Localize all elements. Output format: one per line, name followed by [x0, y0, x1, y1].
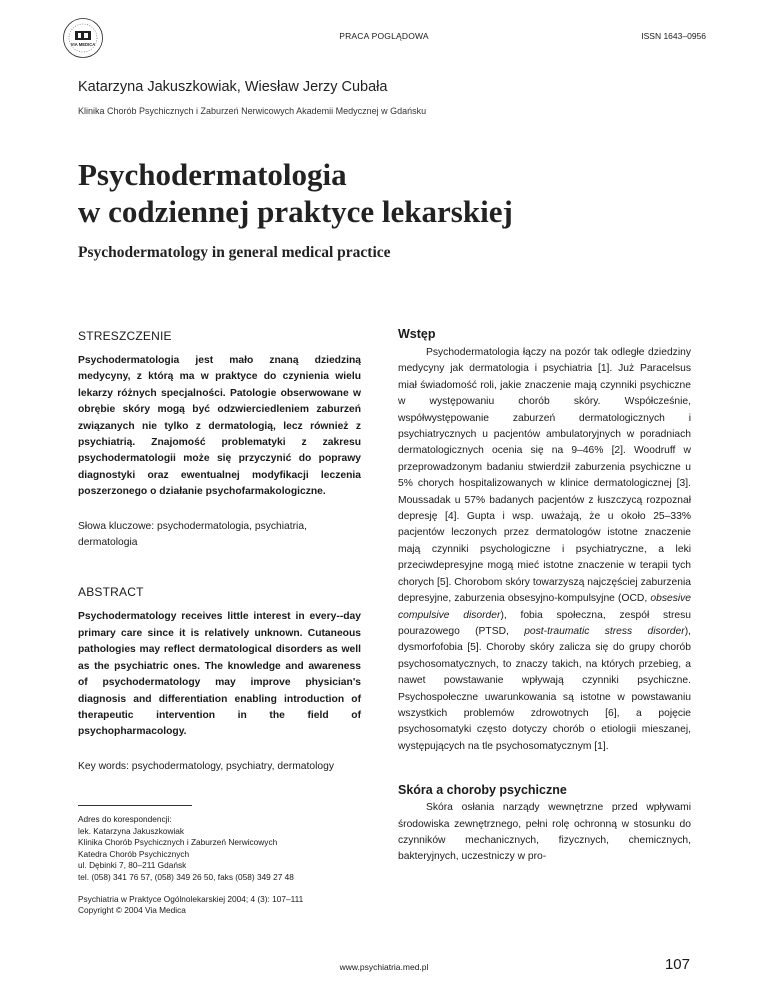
section-label: PRACA POGLĄDOWA [339, 31, 429, 41]
affiliation: Klinika Chorób Psychicznych i Zaburzeń Nerwicowych Akademii Medycznej w Gdańsku [78, 106, 427, 116]
correspondence-line: lek. Katarzyna Jakuszkowiak [78, 825, 185, 836]
correspondence-line: Adres do korespondencji: [78, 814, 172, 824]
title-line-2: w codziennej praktyce lekarskiej [78, 194, 513, 229]
svg-text:VIA MEDICA: VIA MEDICA [70, 42, 96, 47]
journal-url: www.psychiatria.med.pl [339, 962, 429, 972]
body-column [398, 327, 691, 866]
streszczenie-text: Psychodermatologia jest mało znaną dziedziną medycyny, z którą ma w praktyce do czynienia wielu lekarzy różnych specjalności. Patologie obserwowane w obrębie skóry mogą być odzwierciedleniem zaburzeń związanych nie tylko z dermatologią, lecz również z psychiatrią. Znajomość problematyki z zakresu psychodermatologii może się przyczynić do poprawy diagnostyki oraz ewentualnej modyfikacji leczenia poszerzonego o działanie psychofarmakologiczne. [78, 355, 361, 498]
authors: Katarzyna Jakuszkowiak, Wiesław Jerzy Cubała [78, 79, 388, 95]
abstract-text: Psychodermatology receives little interest in every--day primary care since it is relatively unknown. Cutaneous pathologies may reflect dermatological disorders as well as the psychiatric ones. The knowledge and awareness of psychodermatology may improve physician's diagnosis and differentiation enabling introduction of therapeutic intervention in the field of psychopharmacology. [78, 611, 361, 738]
streszczenie-keywords: Słowa kluczowe: psychodermatologia, psychiatria, dermatologia [78, 520, 307, 549]
page-number: 107 [664, 956, 690, 973]
skora-heading: Skóra a choroby psychiczne [398, 783, 567, 798]
title-line-1: Psychodermatologia [78, 157, 347, 192]
wstep-paragraph: Psychodermatologia łączy na pozór tak odległe dziedziny medycyny jak dermatologia i psychiatria [1]. Już Paracelsus miał świadomość roli, jakie znaczenie mają czynniki psychiczne w występowaniu chorób skóry. Współcześnie, współwystępowanie zaburzeń dermatologicznych i psychiatrycznych u pacjentów ambulatoryjnych w poradniach dermatologicznych ocenia się na 9–46% [2]. Woodruff w przeprowadzonym badaniu stwierdził zaburzenia psychiczne u 5% chorych hospitalizowanych w klinice dermatologicznej [3]. Moussadak u 57% badanych pacjentów z łuszczycą rozpoznał depresję [4]. Gupta i wsp. uważają, że u około 25–33% pacjentów leczonych przez dermatologów istotne znaczenie mają czynniki psychologiczne i psychiatryczne, a leki przeciwdepresyjne mogą mieć istotne znaczenie w terapii tych chorych [5]. Chorobom skóry towarzyszą najczęściej zaburzenia depresyjne, zaburzenia obsesyjno-kompulsyjne (OCD, obsesive compulsive disorder), fobia społeczna, zespół stresu pourazowego (PTSD, post-traumatic stress disorder), dysmorfofobia [5]. Choroby skóry zalicza się do grupy chorób psychosomatycznych, to znaczy takich, na których przebieg, a nawet powstawanie wpływają czynniki psychiczne. Psychospołeczne uwarunkowania są istotne w powstawaniu wszystkich problemów zdrowotnych [6], a pojęcie psychosomatyki często dotyczy chorób o etiologii mieszanej, występujących na tle psychosomatycznym [1]. [398, 347, 691, 752]
correspondence-line: Katedra Chorób Psychicznych [78, 848, 190, 859]
footnote-rule [78, 805, 192, 806]
abstract-column [78, 329, 361, 775]
abstract-keywords: Key words: psychodermatology, psychiatry, dermatology [78, 760, 335, 772]
issn: ISSN 1643–0956 [641, 31, 706, 41]
article-title [78, 156, 513, 230]
article-subtitle: Psychodermatology in general medical practice [78, 244, 391, 261]
copyright: Copyright © 2004 Via Medica [78, 905, 186, 916]
streszczenie-heading: STRESZCZENIE [78, 329, 172, 343]
correspondence-line: tel. (058) 341 76 57, (058) 349 26 50, faks (058) 349 27 48 [78, 871, 294, 882]
journal-citation: Psychiatria w Praktyce Ogólnolekarskiej 2004; 4 (3): 107–111 [78, 893, 304, 904]
correspondence-line: ul. Dębinki 7, 80–211 Gdańsk [78, 860, 187, 871]
correspondence-footnote [78, 805, 378, 917]
correspondence-line: Klinika Chorób Psychicznych i Zaburzeń Nerwicowych [78, 837, 278, 848]
wstep-heading: Wstęp [398, 327, 436, 341]
abstract-heading: ABSTRACT [78, 585, 144, 600]
skora-paragraph: Skóra osłania narządy wewnętrzne przed wpływami środowiska zewnętrznego, pełni rolę ochronną w stosunku do czynników mechanicznych, fizycznych, chemicznych, bakteryjnych, uczestniczy w pro- [398, 802, 691, 863]
